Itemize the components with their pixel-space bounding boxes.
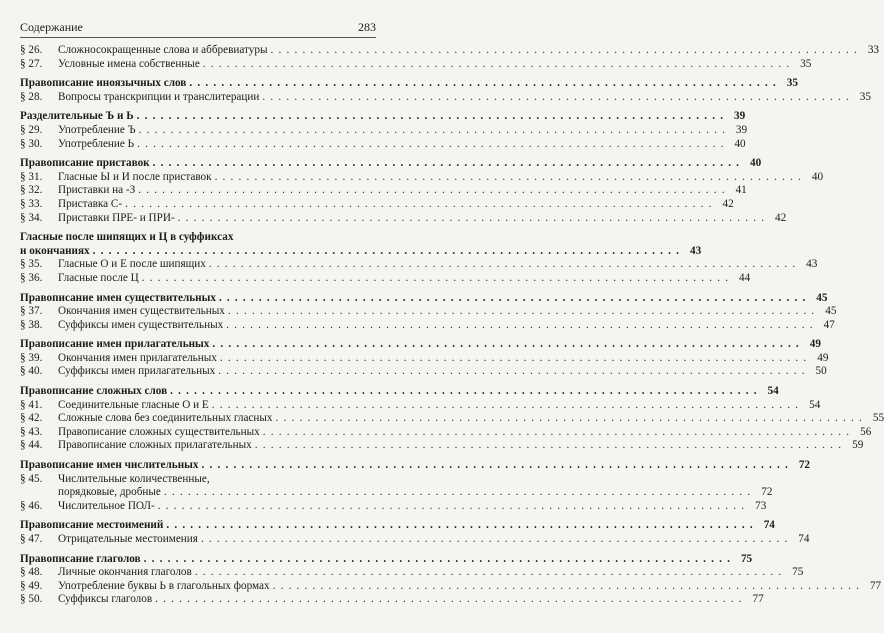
- toc-entry-row[interactable]: [20, 439, 864, 453]
- leader-dots: [226, 319, 814, 333]
- toc-group: [20, 459, 811, 513]
- leader-dots: [170, 385, 758, 399]
- leader-dots: [139, 124, 727, 138]
- toc-heading-row[interactable]: [20, 552, 753, 567]
- section-number: § 44.: [20, 439, 43, 452]
- toc-entry-row[interactable]: [20, 365, 827, 379]
- section-heading: Правописание имен существительных: [20, 291, 216, 304]
- leader-dots: [155, 593, 743, 607]
- entry-page-number: 44: [739, 271, 751, 284]
- entry-page-number: 54: [767, 385, 779, 398]
- section-number: § 46.: [20, 499, 43, 512]
- entry-title: порядковые, дробные: [58, 486, 161, 499]
- entry-title: Суффиксы имен существительных: [58, 318, 224, 331]
- section-number: § 45.: [20, 472, 43, 485]
- entry-title: Суффиксы глаголов: [58, 593, 153, 606]
- section-number: § 32.: [20, 184, 43, 197]
- section-number: § 27.: [20, 57, 43, 70]
- leader-dots: [228, 305, 816, 319]
- leader-dots: [220, 352, 808, 366]
- entry-page-number: 77: [869, 579, 882, 592]
- section-number: § 28.: [20, 90, 43, 103]
- leader-dots: [263, 426, 851, 440]
- entry-page-number: 74: [798, 533, 810, 545]
- entry-page-number: 42: [722, 197, 734, 210]
- toc-entry-row[interactable]: [20, 57, 812, 72]
- section-heading: и окончаниях: [20, 244, 90, 257]
- toc-entry-row[interactable]: [20, 123, 748, 138]
- section-heading: Правописание глаголов: [20, 552, 141, 565]
- leader-dots: [219, 292, 807, 306]
- toc-entry-row[interactable]: [20, 137, 746, 152]
- toc-group: [20, 385, 884, 453]
- section-number: § 34.: [20, 211, 43, 224]
- entry-title: Гласные Ы и И после приставок: [58, 170, 212, 183]
- entry-page-number: 40: [734, 137, 746, 150]
- entry-page-number: 43: [806, 258, 818, 271]
- entry-title: Окончания имен существительных: [58, 305, 225, 318]
- entry-title: Приставки на -З: [58, 184, 136, 197]
- toc-entry-row[interactable]: [20, 412, 884, 426]
- entry-page-number: 39: [735, 123, 748, 136]
- running-header: [20, 0, 376, 38]
- entry-page-number: 33: [867, 44, 880, 56]
- leader-dots: [270, 44, 858, 58]
- entry-title: Окончания имен прилагательных: [58, 351, 217, 364]
- section-number: § 30.: [20, 137, 43, 150]
- section-number: § 42.: [20, 412, 43, 425]
- entry-title: Вопросы транскрипции и транслитерации: [58, 90, 260, 103]
- header-title: Содержание: [20, 20, 83, 34]
- table-of-contents: [20, 44, 884, 607]
- leader-dots: [212, 338, 800, 352]
- entry-page-number: 75: [740, 552, 753, 565]
- toc-group: [20, 291, 837, 333]
- leader-dots: [144, 553, 732, 567]
- section-heading: Гласные после шипящих и Ц в суффиксах: [20, 231, 234, 244]
- section-number: § 43.: [20, 425, 43, 438]
- toc-entry-row[interactable]: [20, 305, 837, 319]
- entry-page-number: 49: [809, 338, 821, 351]
- entry-page-number: 35: [859, 90, 871, 103]
- entry-title: Числительные количественные,: [58, 472, 210, 485]
- toc-heading-row[interactable]: [20, 157, 762, 171]
- entry-page-number: 73: [755, 499, 767, 512]
- toc-heading-row[interactable]: [20, 77, 798, 91]
- entry-title: Употребление буквы Ь в глагольных формах: [58, 579, 270, 592]
- entry-title: Правописание сложных существительных: [58, 425, 260, 438]
- leader-dots: [201, 533, 789, 547]
- toc-entry-row[interactable]: [20, 425, 872, 440]
- toc-group: [20, 77, 871, 104]
- section-number: § 29.: [20, 123, 43, 136]
- leader-dots: [203, 58, 791, 72]
- entry-title: Приставки ПРЕ- и ПРИ-: [58, 211, 175, 224]
- entry-page-number: 35: [786, 77, 798, 90]
- entry-page-number: 39: [734, 110, 746, 123]
- entry-page-number: 45: [825, 305, 837, 318]
- entry-page-number: 72: [761, 486, 773, 499]
- leader-dots: [164, 486, 752, 500]
- section-number: § 40.: [20, 365, 43, 378]
- entry-page-number: 50: [815, 365, 827, 378]
- section-number: § 41.: [20, 398, 43, 411]
- leader-dots: [212, 399, 800, 413]
- toc-heading-row[interactable]: [20, 459, 811, 473]
- toc-group: [20, 338, 829, 379]
- section-number: § 49.: [20, 579, 43, 592]
- toc-entry-row[interactable]: [20, 211, 787, 226]
- entry-page-number: 54: [809, 398, 821, 411]
- section-number: § 38.: [20, 318, 43, 331]
- toc-entry-row[interactable]: [20, 318, 835, 333]
- leader-dots: [209, 258, 797, 272]
- leader-dots: [255, 439, 843, 453]
- leader-dots: [137, 110, 725, 124]
- leader-dots: [137, 138, 725, 152]
- toc-heading-row[interactable]: [20, 519, 775, 533]
- toc-entry-row[interactable]: [20, 351, 829, 366]
- entry-page-number: 42: [775, 211, 787, 224]
- entry-title: Суффиксы имен прилагательных: [58, 365, 216, 378]
- section-number: § 31.: [20, 170, 43, 183]
- leader-dots: [201, 459, 789, 473]
- section-heading: Правописание иноязычных слов: [20, 77, 187, 90]
- section-number: § 33.: [20, 197, 43, 210]
- toc-heading-row[interactable]: [20, 110, 746, 124]
- leader-dots: [158, 500, 746, 514]
- section-heading: Правописание сложных слов: [20, 385, 168, 398]
- entry-title: Гласные О и Е после шипящих: [58, 258, 206, 271]
- section-heading: Правописание имен числительных: [20, 459, 199, 472]
- entry-page-number: 74: [763, 519, 775, 532]
- section-number: § 35.: [20, 258, 43, 271]
- leader-dots: [215, 171, 803, 185]
- section-heading: Правописание приставок: [20, 157, 150, 170]
- section-number: § 48.: [20, 566, 43, 579]
- toc-entry-row[interactable]: [20, 593, 764, 607]
- toc-group: [20, 44, 880, 71]
- entry-title: Числительное ПОЛ-: [58, 499, 155, 512]
- entry-page-number: 72: [798, 459, 811, 472]
- entry-page-number: 49: [817, 351, 829, 364]
- toc-entry-row[interactable]: [20, 566, 804, 580]
- toc-heading-row[interactable]: [20, 231, 376, 245]
- leader-dots: [195, 566, 783, 580]
- entry-title: Правописание сложных прилагательных: [58, 439, 252, 452]
- leader-dots: [142, 272, 730, 286]
- toc-entry-row[interactable]: [20, 398, 821, 413]
- toc-entry-row[interactable]: [20, 90, 871, 105]
- entry-page-number: 59: [852, 439, 864, 452]
- toc-entry-row[interactable]: [20, 271, 751, 286]
- entry-page-number: 43: [689, 244, 702, 257]
- leader-dots: [218, 365, 806, 379]
- section-number: § 50.: [20, 593, 43, 606]
- section-number: § 36.: [20, 271, 43, 284]
- entry-page-number: 56: [860, 425, 872, 438]
- entry-title: Употребление Ь: [58, 137, 135, 150]
- entry-title: Личные окончания глаголов: [58, 566, 192, 579]
- entry-page-number: 40: [811, 170, 824, 183]
- toc-entry-row[interactable]: [20, 579, 882, 594]
- toc-heading-row[interactable]: [20, 338, 821, 352]
- toc-entry-row[interactable]: [20, 258, 818, 272]
- leader-dots: [276, 412, 864, 426]
- toc-entry-row[interactable]: [20, 170, 824, 185]
- entry-title: Соединительные гласные О и Е: [58, 398, 209, 411]
- leader-dots: [262, 91, 850, 105]
- toc-entry-row[interactable]: [20, 44, 880, 58]
- entry-page-number: 75: [792, 566, 804, 579]
- entry-page-number: 40: [750, 157, 762, 170]
- section-number: § 47.: [20, 533, 43, 545]
- entry-title: Условные имена собственные: [58, 57, 200, 70]
- section-heading: Правописание имен прилагательных: [20, 338, 210, 351]
- toc-group: [20, 157, 824, 225]
- leader-dots: [153, 157, 741, 171]
- entry-page-number: 47: [823, 318, 835, 331]
- leader-dots: [178, 212, 766, 226]
- entry-title: Сложные слова без соединительных гласных: [58, 412, 273, 425]
- entry-title: Сложносокращенные слова и аббревиатуры: [58, 44, 268, 56]
- entry-title: Гласные после Ц: [58, 271, 139, 284]
- toc-entry-row[interactable]: [20, 197, 734, 212]
- toc-entry-row[interactable]: [20, 533, 810, 547]
- leader-dots: [189, 77, 777, 91]
- toc-group: [20, 519, 810, 546]
- page-number: 283: [358, 20, 376, 34]
- toc-entry-row[interactable]: [20, 486, 773, 500]
- leader-dots: [93, 245, 681, 259]
- toc-heading-row[interactable]: [20, 385, 779, 399]
- toc-entry-row[interactable]: [20, 499, 767, 514]
- section-number: § 39.: [20, 351, 43, 364]
- entry-title: Отрицательные местоимения: [58, 533, 198, 545]
- entry-page-number: 77: [752, 593, 764, 606]
- toc-heading-row[interactable]: [20, 291, 828, 306]
- entry-title: Приставка С-: [58, 197, 123, 210]
- entry-page-number: 35: [800, 57, 812, 70]
- entry-title: Употребление Ъ: [58, 123, 136, 136]
- toc-heading-row[interactable]: [20, 244, 702, 259]
- toc-entry-row[interactable]: [20, 184, 747, 198]
- leader-dots: [273, 580, 861, 594]
- entry-page-number: 41: [735, 184, 747, 197]
- toc-group: [20, 552, 882, 607]
- toc-group: [20, 231, 818, 285]
- section-number: § 26.: [20, 44, 43, 56]
- section-heading: Разделительные Ъ и Ь: [20, 110, 134, 123]
- leader-dots: [138, 184, 726, 198]
- leader-dots: [125, 198, 713, 212]
- section-number: § 37.: [20, 305, 43, 318]
- entry-page-number: 55: [872, 412, 884, 425]
- toc-group: [20, 110, 748, 151]
- toc-entry-row[interactable]: [20, 473, 376, 487]
- section-heading: Правописание местоимений: [20, 519, 164, 532]
- leader-dots: [166, 519, 754, 533]
- entry-page-number: 45: [816, 291, 828, 304]
